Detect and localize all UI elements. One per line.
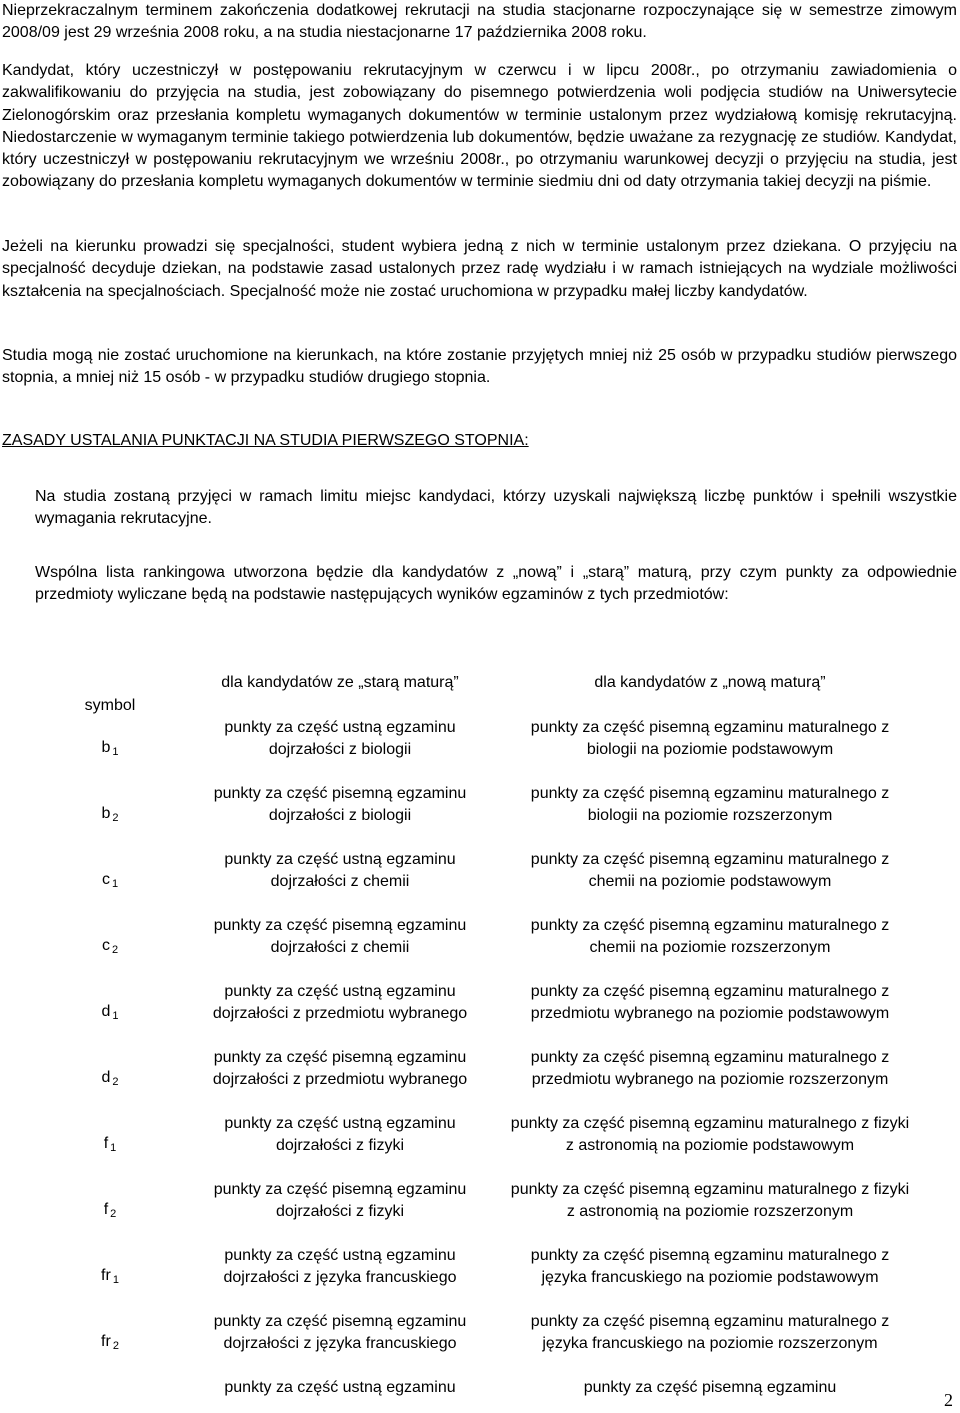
symbol-subscript: 2: [112, 1340, 119, 1352]
new-matura-cell: punkty za część pisemną egzaminu maturalnego z chemii na poziomie rozszerzonym: [530, 917, 890, 956]
paragraph-specializations: Jeżeli na kierunku prowadzi się specjalności, student wybiera jedną z nich w terminie ustalonym przez dziekana. O przyjęciu na specjalność decyduje dziekan, na podstawie zasad ustalonych przez radę wydziału i w ramach istniejących na wydziale możliwości kształcenia na specjalnościach. Specjalność może nie zostać uruchomiona w przypadku małej liczby kandydatów.: [2, 238, 957, 300]
new-matura-cell: punkty za część pisemną egzaminu maturalnego z fizyki z astronomią na poziomie rozszerzonym: [510, 1181, 910, 1220]
symbol-subscript: 1: [112, 1010, 119, 1022]
new-matura-cell: punkty za część pisemną egzaminu maturalnego z języka francuskiego na poziomie podstawowym: [530, 1247, 890, 1286]
old-matura-cell: punkty za część ustną egzaminu dojrzałości z fizyki: [224, 1115, 456, 1154]
old-matura-cell: punkty za część pisemną egzaminu dojrzałości z biologii: [213, 785, 467, 824]
section-heading: ZASADY USTALANIA PUNKTACJI NA STUDIA PIERWSZEGO STOPNIA:: [2, 432, 529, 449]
header-old-matura: dla kandydatów ze „starą maturą”: [221, 674, 459, 691]
symbol-letter: f: [103, 1135, 109, 1152]
table-row: [40, 717, 920, 783]
old-matura-cell: punkty za część pisemną egzaminu dojrzałości z przedmiotu wybranego: [212, 1049, 468, 1088]
table-row: [40, 1113, 920, 1179]
table-row: [40, 1311, 920, 1377]
symbol-subscript: 2: [112, 812, 119, 824]
old-matura-cell: punkty za część pisemną egzaminu dojrzałości z chemii: [213, 917, 467, 956]
old-matura-cell: punkty za część ustną egzaminu: [224, 1379, 456, 1396]
table-row: [40, 915, 920, 981]
symbol-subscript: 1: [111, 878, 119, 890]
table-row: [40, 1245, 920, 1311]
paragraph-confirmation: Kandydat, który uczestniczył w postępowaniu rekrutacyjnym w czerwcu i w lipcu 2008r., po otrzymaniu zawiadomienia o zakwalifikowaniu do przyjęcia na studia, jest zobowiązany do pisemnego potwierdzenia woli podjęcia studiów na Uniwersytecie Zielonogórskim oraz przesłania kompletu wymaganych dokumentów w terminie ustalonym przez wydziałową komisję rekrutacyjną. Niedostarczenie w wymaganym terminie takiego potwierdzenia lub dokumentów, będzie uważane za rezygnację ze studiów. Kandydat, który uczestniczył w postępowaniu rekrutacyjnym we wrześniu 2008r., po otrzymaniu warunkowej decyzji o przyjęciu na studia, jest zobowiązany do przesłania kompletu wymaganych dokumentów w terminie siedmiu dni od daty otrzymania takiej decyzji na piśmie.: [2, 62, 957, 191]
symbol-letter: d: [101, 1069, 111, 1086]
symbol-letter: c: [101, 871, 110, 888]
old-matura-cell: punkty za część ustną egzaminu dojrzałości z chemii: [224, 851, 456, 890]
symbol-letter: d: [101, 1003, 111, 1020]
new-matura-cell: punkty za część pisemną egzaminu maturalnego z biologii na poziomie podstawowym: [530, 719, 890, 758]
symbol-letter: f: [103, 1201, 109, 1218]
paragraph-admission-limit: Na studia zostaną przyjęci w ramach limitu miejsc kandydaci, którzy uzyskali największą liczbę punktów i spełnili wszystkie wymagania rekrutacyjne.: [35, 488, 957, 528]
page-number: 2: [944, 1390, 953, 1410]
symbol-cell: [40, 849, 180, 915]
paragraph-minimum-enrollment: Studia mogą nie zostać uruchomione na kierunkach, na które zostanie przyjętych mniej niż 25 osób w przypadku studiów pierwszego stopnia, a mniej niż 15 osób - w przypadku studiów drugiego stopnia.: [2, 347, 957, 387]
table-row: [40, 849, 920, 915]
symbol-letter: fr: [101, 1333, 111, 1350]
table-row: [40, 783, 920, 849]
symbol-cell: [40, 1179, 180, 1245]
symbol-letter: b: [101, 805, 111, 822]
old-matura-cell: punkty za część pisemną egzaminu dojrzałości z fizyki: [213, 1181, 467, 1220]
symbol-cell: [40, 1311, 180, 1377]
table-row: [40, 1179, 920, 1245]
old-matura-cell: punkty za część ustną egzaminu dojrzałości z języka francuskiego: [223, 1247, 457, 1286]
scoring-table: [40, 670, 920, 1399]
symbol-subscript: 1: [112, 746, 119, 758]
symbol-subscript: 1: [110, 1142, 117, 1154]
table-row: [40, 1377, 920, 1399]
symbol-subscript: 1: [112, 1274, 119, 1286]
symbol-cell: [40, 717, 180, 783]
table-header-row: [40, 670, 920, 717]
symbol-subscript: 2: [110, 1208, 117, 1220]
table-body: [40, 717, 920, 1399]
old-matura-cell: punkty za część ustną egzaminu dojrzałości z biologii: [224, 719, 456, 758]
new-matura-cell: punkty za część pisemną egzaminu maturalnego z języka francuskiego na poziomie rozszerzonym: [530, 1313, 890, 1352]
new-matura-cell: punkty za część pisemną egzaminu maturalnego z przedmiotu wybranego na poziomie podstawowym: [530, 983, 890, 1022]
symbol-letter: fr: [101, 1267, 111, 1284]
header-new-matura: dla kandydatów z „nową maturą”: [594, 674, 826, 691]
old-matura-cell: punkty za część ustną egzaminu dojrzałości z przedmiotu wybranego: [212, 983, 468, 1022]
symbol-cell: [40, 1047, 180, 1113]
symbol-cell: [40, 1245, 180, 1311]
symbol-letter: b: [101, 739, 111, 756]
symbol-cell: [40, 783, 180, 849]
symbol-cell: [40, 1113, 180, 1179]
symbol-cell: [40, 981, 180, 1047]
paragraph-ranking-list: Wspólna lista rankingowa utworzona będzie dla kandydatów z „nową” i „starą” maturą, przy czym punkty za odpowiednie przedmioty wyliczane będą na podstawie następujących wyników egzaminów z tych przedmiotów:: [35, 564, 957, 604]
paragraph-deadline: Nieprzekraczalnym terminem zakończenia dodatkowej rekrutacji na studia stacjonarne rozpoczynające się w semestrze zimowym 2008/09 jest 29 września 2008 roku, a na studia niestacjonarne 17 października 2008 roku.: [2, 2, 957, 42]
symbol-letter: c: [101, 937, 110, 954]
old-matura-cell: punkty za część pisemną egzaminu dojrzałości z języka francuskiego: [213, 1313, 467, 1352]
symbol-subscript: 2: [111, 944, 119, 956]
symbol-cell: [40, 915, 180, 981]
symbol-cell: [40, 1377, 180, 1399]
symbol-subscript: 2: [112, 1076, 119, 1088]
new-matura-cell: punkty za część pisemną egzaminu maturalnego z fizyki z astronomią na poziomie podstawowym: [510, 1115, 910, 1154]
new-matura-cell: punkty za część pisemną egzaminu maturalnego z przedmiotu wybranego na poziomie rozszerzonym: [530, 1049, 890, 1088]
table-row: [40, 981, 920, 1047]
new-matura-cell: punkty za część pisemną egzaminu: [583, 1379, 837, 1396]
table-row: [40, 1047, 920, 1113]
header-symbol: symbol: [84, 697, 136, 714]
new-matura-cell: punkty za część pisemną egzaminu maturalnego z biologii na poziomie rozszerzonym: [530, 785, 890, 824]
new-matura-cell: punkty za część pisemną egzaminu maturalnego z chemii na poziomie podstawowym: [530, 851, 890, 890]
